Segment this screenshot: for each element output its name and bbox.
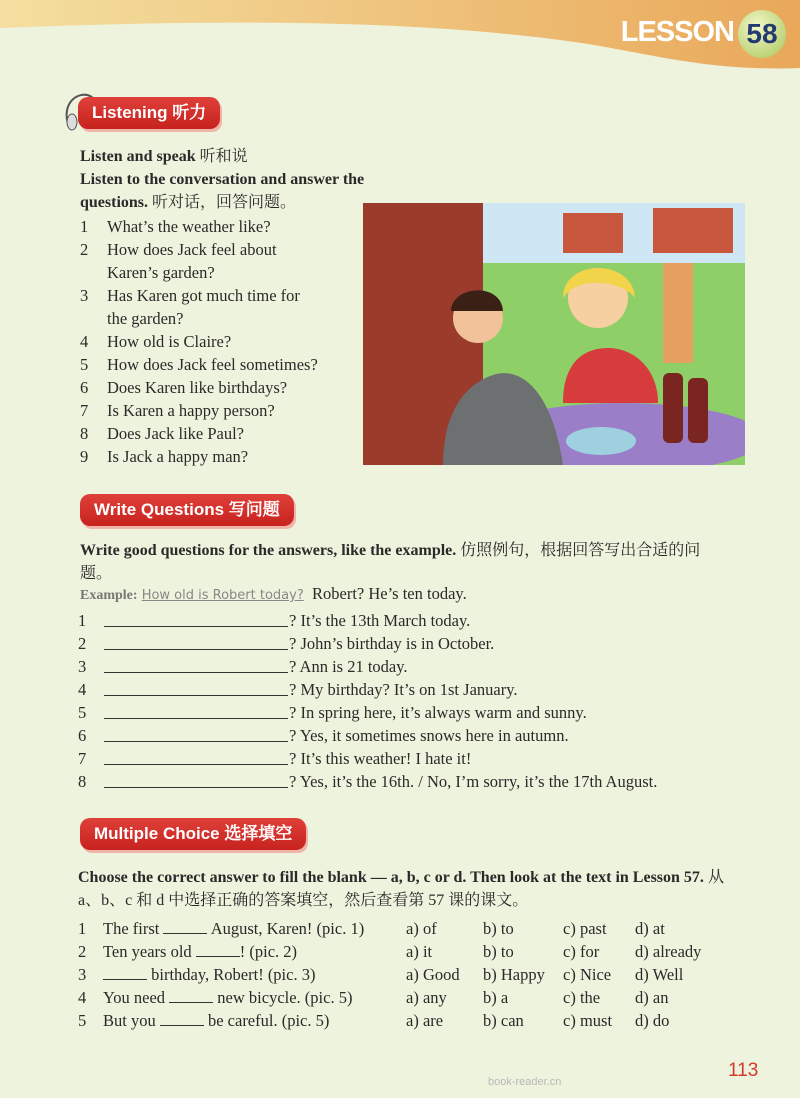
stem-after: ! (pic. 2) <box>239 942 298 961</box>
section-title-write-questions: Write Questions 写问题 <box>80 494 294 526</box>
question-number: 3 <box>80 286 89 305</box>
list-item <box>80 422 360 445</box>
listen-speak-heading: Listen and speak <box>80 148 196 165</box>
section-title-multiple-choice: Multiple Choice 选择填空 <box>80 818 306 850</box>
item-answer: ? Yes, it’s the 16th. / No, I’m sorry, it’s the 17th August. <box>289 772 658 791</box>
section-title-listening: Listening 听力 <box>78 97 220 129</box>
answer-blank[interactable] <box>104 632 288 650</box>
answer-blank[interactable] <box>160 1010 204 1026</box>
question-text: How does Jack feel sometimes? <box>107 355 318 374</box>
list-item <box>80 215 360 238</box>
list-item <box>78 701 657 724</box>
lesson-number: 58 <box>738 10 786 58</box>
list-item <box>78 940 712 963</box>
answer-blank[interactable] <box>104 609 288 627</box>
answer-blank[interactable] <box>169 987 213 1003</box>
list-item <box>78 747 657 770</box>
option-c[interactable]: c) for <box>563 942 600 961</box>
question-text: Does Karen like birthdays? <box>107 378 288 397</box>
option-b[interactable]: b) to <box>483 919 514 938</box>
question-text: Does Jack like Paul? <box>107 424 245 443</box>
item-answer: ? It’s this weather! I hate it! <box>289 749 472 768</box>
multiple-choice-list <box>78 917 712 1032</box>
write-questions-list <box>78 609 657 793</box>
option-a[interactable]: a) it <box>406 942 433 961</box>
item-number: 1 <box>78 611 87 630</box>
question-text: Is Karen a happy person? <box>107 401 275 420</box>
option-a[interactable]: a) Good <box>406 965 460 984</box>
question-number: 2 <box>80 240 89 259</box>
item-number: 3 <box>78 965 87 984</box>
option-d[interactable]: d) an <box>635 988 669 1007</box>
item-stem <box>103 963 406 986</box>
answer-blank[interactable] <box>104 770 288 788</box>
item-number: 3 <box>78 657 87 676</box>
list-item <box>78 963 712 986</box>
stem-before: The first <box>103 919 164 938</box>
question-number: 8 <box>80 424 89 443</box>
item-stem <box>103 1009 406 1032</box>
item-answer: ? In spring here, it’s always warm and sunny. <box>289 703 587 722</box>
answer-blank[interactable] <box>103 964 147 980</box>
option-b[interactable]: b) can <box>483 1011 524 1030</box>
item-number: 5 <box>78 1011 87 1030</box>
question-text: How does Jack feel about Karen’s garden? <box>107 240 277 282</box>
answer-blank[interactable] <box>163 918 207 934</box>
list-item <box>80 445 360 468</box>
option-d[interactable]: d) do <box>635 1011 670 1030</box>
question-number: 1 <box>80 217 89 236</box>
option-a[interactable]: a) of <box>406 919 437 938</box>
question-text: Has Karen got much time for the garden? <box>107 286 300 328</box>
list-item <box>78 632 657 655</box>
item-answer: ? John’s birthday is in October. <box>289 634 495 653</box>
listening-instruction-zh: 听对话，回答问题。 <box>152 194 297 211</box>
answer-blank[interactable] <box>104 701 288 719</box>
option-c[interactable]: c) past <box>563 919 607 938</box>
item-number: 5 <box>78 703 87 722</box>
question-text: Is Jack a happy man? <box>107 447 249 466</box>
list-item <box>80 330 360 353</box>
answer-blank[interactable] <box>104 678 288 696</box>
stem-after: be careful. (pic. 5) <box>203 1011 330 1030</box>
list-item <box>78 655 657 678</box>
stem-after: August, Karen! (pic. 1) <box>207 919 365 938</box>
item-answer: ? Ann is 21 today. <box>289 657 408 676</box>
item-answer: ? My birthday? It’s on 1st January. <box>289 680 518 699</box>
question-number: 4 <box>80 332 89 351</box>
list-item <box>78 917 712 940</box>
example-row <box>80 584 467 604</box>
list-item <box>80 399 360 422</box>
item-number: 4 <box>78 988 87 1007</box>
option-c[interactable]: c) must <box>563 1011 613 1030</box>
item-number: 2 <box>78 634 87 653</box>
item-answer: ? Yes, it sometimes snows here in autumn. <box>289 726 569 745</box>
answer-blank[interactable] <box>196 941 240 957</box>
question-number: 6 <box>80 378 89 397</box>
stem-after: birthday, Robert! (pic. 3) <box>147 965 316 984</box>
lesson-label: LESSON <box>620 16 734 48</box>
example-answer: Robert? He’s ten today. <box>312 584 467 603</box>
option-b[interactable]: b) to <box>483 942 514 961</box>
option-c[interactable]: c) Nice <box>563 965 612 984</box>
item-number: 1 <box>78 919 87 938</box>
choice-instruction: Choose the correct answer to fill the blank — a, b, c or d. Then look at the text in Lesson 57. <box>78 869 704 886</box>
list-item <box>78 609 657 632</box>
question-text: How old is Claire? <box>107 332 232 351</box>
list-item <box>80 284 360 330</box>
answer-blank[interactable] <box>104 724 288 742</box>
stem-before: But you <box>103 1011 160 1030</box>
list-item <box>80 376 360 399</box>
item-stem <box>103 940 406 963</box>
item-stem <box>103 917 406 940</box>
list-item <box>78 678 657 701</box>
listening-instruction: Listen to the conversation and answer the questions. <box>80 171 365 211</box>
write-instruction: Write good questions for the answers, like the example. <box>80 542 457 559</box>
option-d[interactable]: d) Well <box>635 965 684 984</box>
item-number: 2 <box>78 942 87 961</box>
option-b[interactable]: b) a <box>483 988 509 1007</box>
option-d[interactable]: d) at <box>635 919 665 938</box>
option-d[interactable]: d) already <box>635 942 702 961</box>
listening-questions <box>80 215 360 468</box>
page-number: 113 <box>728 1060 759 1081</box>
item-number: 4 <box>78 680 87 699</box>
list-item <box>80 353 360 376</box>
list-item <box>78 1009 712 1032</box>
stem-after: new bicycle. (pic. 5) <box>213 988 353 1007</box>
stem-before: Ten years old <box>103 942 196 961</box>
list-item <box>78 724 657 747</box>
item-stem <box>103 986 406 1009</box>
write-instruction-zh: 仿照例句，根据回答写出合适的问题。 <box>80 542 701 582</box>
question-number: 5 <box>80 355 89 374</box>
example-question: How old is Robert today? <box>141 588 304 603</box>
option-c[interactable]: c) the <box>563 988 601 1007</box>
item-number: 8 <box>78 772 87 791</box>
listen-speak-heading-zh: 听和说 <box>199 148 248 165</box>
choice-instruction-zh: 从 a、b、c 和 d 中选择正确的答案填空，然后查看第 57 课的课文。 <box>78 869 724 909</box>
question-text: What’s the weather like? <box>107 217 271 236</box>
option-a[interactable]: a) any <box>406 988 447 1007</box>
question-number: 7 <box>80 401 89 420</box>
list-item <box>78 986 712 1009</box>
item-number: 6 <box>78 726 87 745</box>
example-label: Example: <box>80 588 138 603</box>
answer-blank[interactable] <box>104 655 288 673</box>
list-item <box>78 770 657 793</box>
item-number: 7 <box>78 749 87 768</box>
watermark: book-reader.cn <box>488 1076 562 1088</box>
question-number: 9 <box>80 447 89 466</box>
list-item <box>80 238 360 284</box>
stem-before: You need <box>103 988 170 1007</box>
item-answer: ? It’s the 13th March today. <box>289 611 471 630</box>
option-b[interactable]: b) Happy <box>483 965 545 984</box>
garden-party-illustration <box>363 203 745 465</box>
answer-blank[interactable] <box>104 747 288 765</box>
option-a[interactable]: a) are <box>406 1011 444 1030</box>
